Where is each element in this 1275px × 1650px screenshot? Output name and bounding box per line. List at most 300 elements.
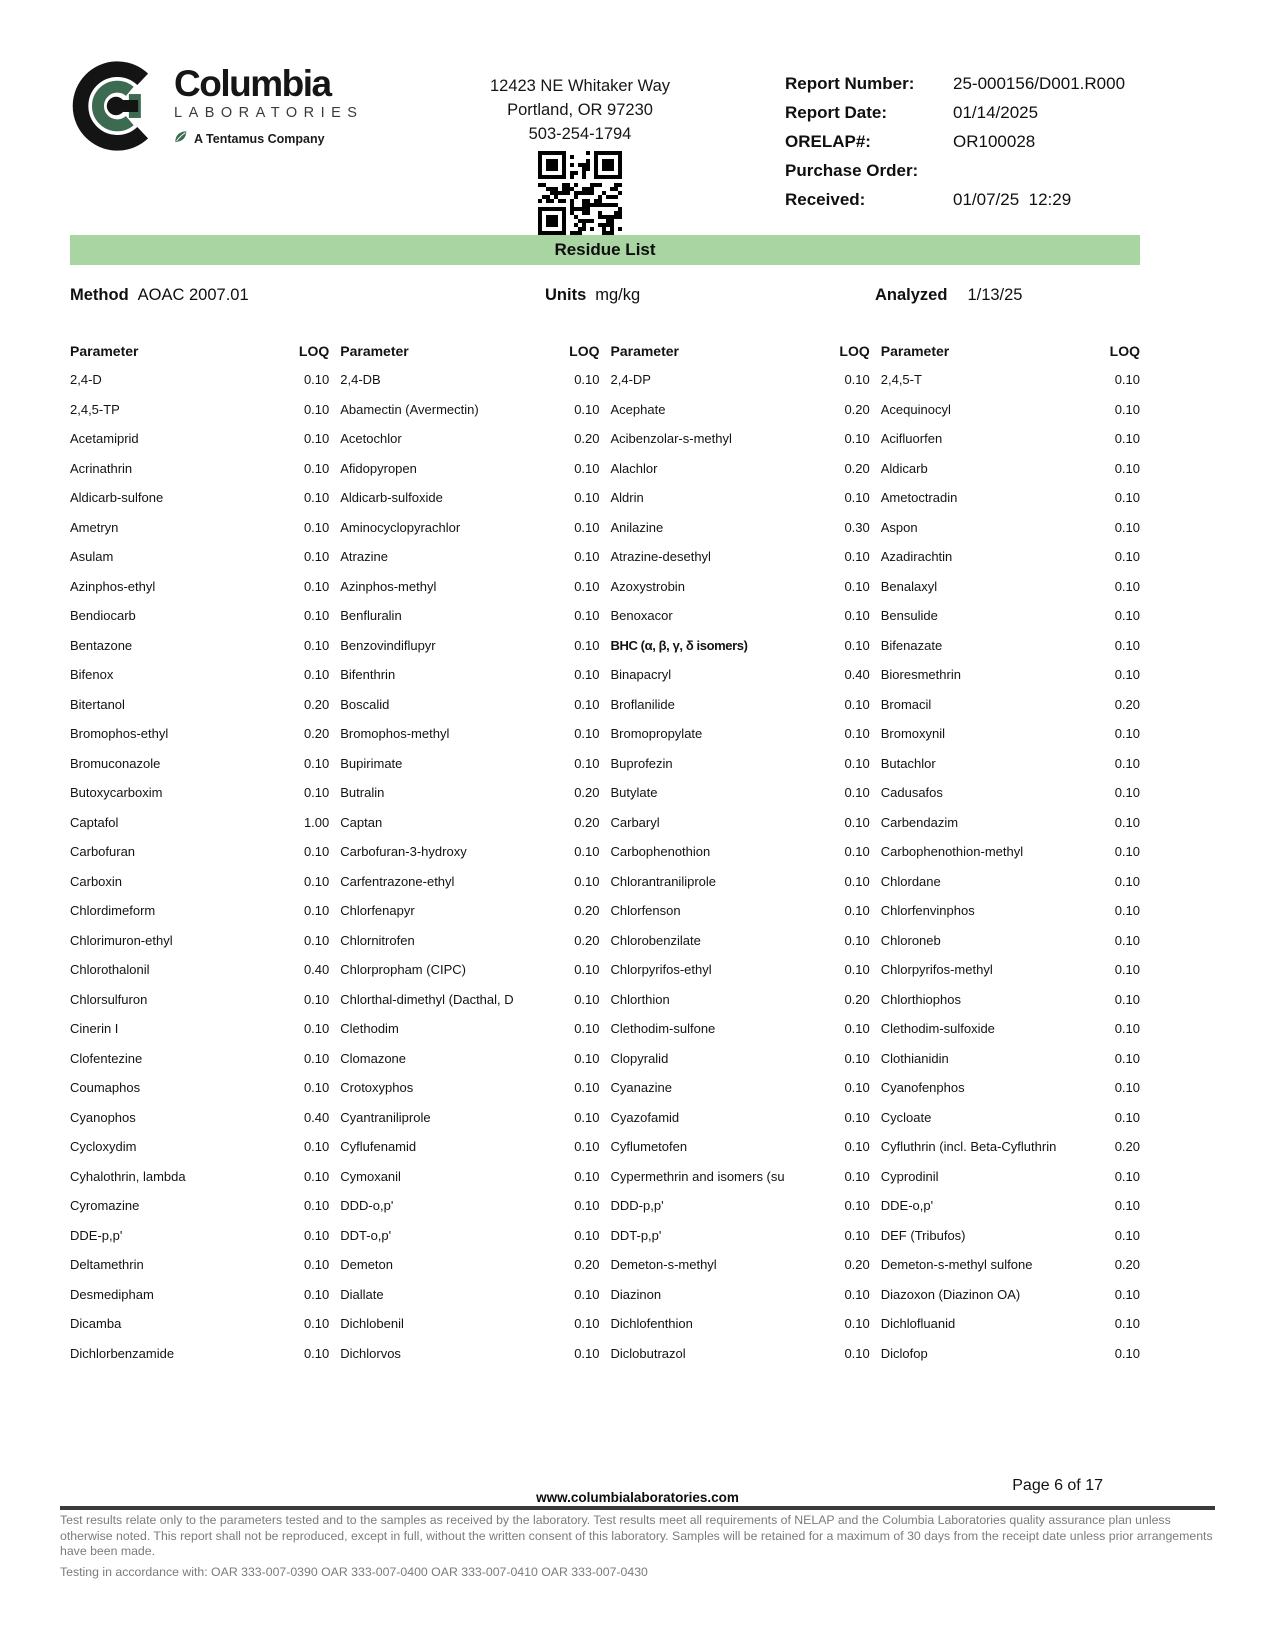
parameter-cell: DDT-o,p' (340, 1227, 392, 1243)
parameter-cell: Chlorthion (610, 991, 670, 1007)
parameter-cell: Chlorpropham (CIPC) (340, 962, 466, 978)
loq-cell: 0.20 (574, 814, 600, 830)
column-header-loq: LOQ (298, 342, 330, 359)
parameter-cell: Carbophenothion (610, 844, 711, 860)
parameter-cell: Benzovindiflupyr (340, 637, 436, 653)
loq-cell: 0.10 (303, 755, 330, 771)
parameter-cell: Cadusafos (880, 785, 943, 801)
address-line: 12423 NE Whitaker Way (489, 77, 671, 95)
parameter-cell: Bromophos-methyl (340, 726, 450, 742)
column-header-parameter: Parameter (70, 342, 139, 359)
loq-cell: 0.10 (303, 1080, 330, 1096)
loq-cell: 0.10 (1114, 1345, 1140, 1361)
loq-cell: 0.10 (574, 1050, 600, 1066)
loq-cell: 0.20 (574, 1257, 600, 1273)
loq-cell: 0.10 (303, 785, 330, 801)
loq-cell: 0.10 (303, 578, 330, 594)
parameter-cell: Dichlofluanid (880, 1316, 956, 1332)
column-header-parameter: Parameter (340, 342, 409, 359)
parameter-cell: Chlorothalonil (70, 962, 150, 978)
report-field-value: 01/14/2025 (953, 103, 1039, 122)
loq-cell: 0.10 (1114, 549, 1140, 565)
website-link[interactable]: www.columbialaboratories.com (536, 1490, 739, 1505)
parameter-cell: Demeton-s-methyl sulfone (880, 1257, 1033, 1273)
loq-cell: 0.10 (303, 1050, 330, 1066)
loq-cell: 0.10 (303, 1286, 330, 1302)
parameter-cell: Clopyralid (610, 1050, 669, 1066)
logo-subtitle: LABORATORIES (174, 105, 364, 121)
logo-wordmark (174, 60, 363, 147)
loq-cell: 0.10 (303, 1198, 330, 1214)
loq-cell: 0.10 (574, 401, 600, 417)
parameter-cell: Cycloxydim (70, 1139, 137, 1155)
loq-cell: 0.10 (1114, 844, 1140, 860)
parameter-cell: Dichlofenthion (610, 1316, 693, 1332)
loq-cell: 0.20 (574, 785, 600, 801)
report-field-label: Report Date: (785, 103, 888, 122)
parameter-cell: Bromoxynil (880, 726, 946, 742)
logo-name: Columbia (174, 63, 331, 104)
logo-block (70, 60, 375, 242)
loq-cell: 0.10 (844, 608, 870, 624)
parameter-cell: Chlorobenzilate (610, 932, 701, 948)
parameter-cell: Chlordimeform (70, 903, 156, 919)
loq-cell: 0.10 (844, 962, 870, 978)
loq-cell: 0.10 (303, 903, 330, 919)
parameter-cell: DDD-p,p' (610, 1198, 664, 1214)
loq-cell: 0.10 (1114, 519, 1140, 535)
parameter-cell: Clomazone (340, 1050, 407, 1066)
loq-cell: 0.10 (574, 667, 600, 683)
parameter-cell: Chlorpyrifos-methyl (880, 962, 993, 978)
parameter-cell: Cypermethrin and isomers (su (610, 1168, 785, 1184)
parameter-cell: Chlorsulfuron (70, 991, 148, 1007)
analyzed-value: 1/13/25 (967, 286, 1023, 304)
report-field-label: Report Number: (785, 74, 915, 93)
logo-tagline: A Tentamus Company (194, 131, 325, 146)
loq-cell: 0.20 (1114, 1257, 1140, 1273)
parameter-cell: Benoxacor (610, 608, 673, 624)
parameter-cell: Binapacryl (610, 667, 672, 683)
parameter-cell: Clethodim (340, 1021, 399, 1037)
loq-cell: 0.10 (574, 1139, 600, 1155)
parameter-cell: Cyflumetofen (610, 1139, 688, 1155)
parameter-cell: Carfentrazone-ethyl (340, 873, 455, 889)
parameter-cell: BHC (α, β, γ, δ isomers) (610, 637, 748, 653)
loq-cell: 0.10 (574, 1198, 600, 1214)
loq-cell: 0.10 (303, 932, 330, 948)
column-header-parameter: Parameter (880, 342, 950, 359)
loq-cell: 0.10 (844, 1168, 870, 1184)
loq-cell: 0.10 (1114, 932, 1140, 948)
loq-cell: 0.10 (1114, 490, 1140, 506)
parameter-cell: Anilazine (610, 519, 664, 535)
units-value: mg/kg (595, 286, 641, 304)
parameter-cell: Acetamiprid (70, 431, 139, 447)
banner-title: Residue List (554, 240, 656, 259)
loq-cell: 0.10 (844, 1109, 870, 1125)
parameter-cell: Abamectin (Avermectin) (340, 401, 479, 417)
parameter-cell: Chlorthiophos (880, 991, 961, 1007)
loq-cell: 0.10 (574, 873, 600, 889)
parameter-cell: Acibenzolar-s-methyl (610, 431, 732, 447)
loq-cell: 0.10 (1114, 460, 1140, 476)
parameter-cell: Cyantraniliprole (340, 1109, 431, 1125)
loq-cell: 0.10 (574, 1286, 600, 1302)
loq-cell: 0.10 (574, 490, 600, 506)
parameter-cell: Coumaphos (70, 1080, 141, 1096)
loq-cell: 0.10 (1114, 962, 1140, 978)
parameter-cell: Atrazine-desethyl (610, 549, 711, 565)
loq-cell: 0.10 (844, 431, 870, 447)
loq-cell: 0.10 (1114, 667, 1140, 683)
report-field-label: Purchase Order: (785, 161, 919, 180)
loq-cell: 0.10 (1114, 1168, 1140, 1184)
parameter-cell: Aminocyclopyrachlor (340, 519, 461, 535)
parameter-cell: 2,4,5-T (880, 372, 922, 388)
loq-cell: 0.10 (844, 932, 870, 948)
loq-cell: 0.10 (1114, 608, 1140, 624)
parameter-cell: Ametoctradin (880, 490, 958, 506)
loq-cell: 0.10 (844, 1021, 870, 1037)
loq-cell: 0.10 (1114, 785, 1140, 801)
loq-cell: 0.10 (574, 844, 600, 860)
loq-cell: 0.10 (844, 873, 870, 889)
parameter-cell: Bitertanol (70, 696, 125, 712)
parameter-cell: Bupirimate (340, 755, 403, 771)
parameter-cell: Butachlor (880, 755, 936, 771)
report-field-value: OR100028 (953, 132, 1036, 151)
loq-cell: 0.10 (574, 755, 600, 771)
loq-cell: 0.10 (844, 490, 870, 506)
loq-cell: 0.20 (844, 991, 870, 1007)
parameter-cell: Dicamba (70, 1316, 122, 1332)
loq-cell: 0.40 (303, 962, 330, 978)
parameter-cell: Diclobutrazol (610, 1345, 686, 1361)
method-row (70, 286, 1140, 305)
parameter-cell: Aldrin (610, 490, 644, 506)
loq-cell: 0.10 (303, 991, 330, 1007)
parameter-cell: Butoxycarboxim (70, 785, 163, 801)
parameter-cell: 2,4-DP (610, 372, 651, 388)
loq-cell: 0.10 (574, 1021, 600, 1037)
report-header (70, 60, 1205, 242)
disclaimer-text: Test results relate only to the parameters tested and to the samples as received by the laboratory. Test results meet all requirements of NELAP and the Columbia Laboratories quality assurance plan unless otherwise noted. This report shall not be reproduced, except in full, without the written consent of this laboratory. Samples will be retained for a maximum of 30 days from the receipt date unless prior arrangements have been made. (60, 1513, 1213, 1559)
loq-cell: 0.10 (844, 549, 870, 565)
loq-cell: 0.20 (574, 431, 600, 447)
parameter-cell: Carbendazim (880, 814, 959, 830)
parameter-cell: Cyromazine (70, 1198, 140, 1214)
loq-cell: 0.10 (303, 519, 330, 535)
columbia-logo-icon (70, 60, 162, 157)
loq-cell: 0.10 (1114, 372, 1140, 388)
parameter-cell: Captafol (70, 814, 119, 830)
loq-cell: 0.10 (574, 608, 600, 624)
footer-rule (60, 1506, 1215, 1510)
parameter-cell: Broflanilide (610, 696, 675, 712)
parameter-cell: Azinphos-methyl (340, 578, 437, 594)
loq-cell: 0.20 (1114, 1139, 1140, 1155)
parameter-cell: Chlordane (880, 873, 941, 889)
loq-cell: 0.20 (844, 1257, 870, 1273)
loq-cell: 0.40 (844, 667, 870, 683)
parameter-cell: Bromacil (880, 696, 932, 712)
loq-cell: 0.10 (1114, 814, 1140, 830)
loq-cell: 0.10 (1114, 578, 1140, 594)
loq-cell: 0.10 (303, 608, 330, 624)
loq-cell: 0.10 (574, 1345, 600, 1361)
loq-cell: 0.10 (844, 578, 870, 594)
address-block (375, 60, 785, 242)
loq-cell: 0.10 (574, 549, 600, 565)
parameter-cell: Carbofuran-3-hydroxy (340, 844, 467, 860)
loq-cell: 0.10 (844, 1050, 870, 1066)
report-field-value (953, 161, 1205, 181)
loq-cell: 0.20 (844, 460, 870, 476)
loq-cell: 0.10 (574, 696, 600, 712)
parameter-cell: Bendiocarb (70, 608, 136, 624)
loq-cell: 0.10 (1114, 755, 1140, 771)
loq-cell: 0.10 (303, 873, 330, 889)
parameter-cell: Buprofezin (610, 755, 673, 771)
parameter-cell: Cyhalothrin, lambda (70, 1168, 186, 1184)
report-field-value: 25-000156/D001.R000 (953, 74, 1126, 93)
parameter-cell: Clofentezine (70, 1050, 143, 1066)
method-label: Method (70, 286, 129, 304)
parameter-cell: Acifluorfen (880, 431, 943, 447)
loq-cell: 0.10 (574, 1227, 600, 1243)
loq-cell: 0.10 (1114, 637, 1140, 653)
column-header-loq: LOQ (1109, 342, 1140, 359)
loq-cell: 0.10 (1114, 1021, 1140, 1037)
loq-cell: 0.10 (303, 667, 330, 683)
parameter-cell: Azoxystrobin (610, 578, 685, 594)
loq-cell: 0.10 (844, 814, 870, 830)
loq-cell: 0.20 (574, 903, 600, 919)
loq-cell: 1.00 (303, 814, 330, 830)
loq-cell: 0.10 (303, 1345, 330, 1361)
loq-cell: 0.10 (303, 1227, 330, 1243)
loq-cell: 0.10 (1114, 1286, 1140, 1302)
loq-cell: 0.10 (1114, 1316, 1140, 1332)
report-info-block (785, 60, 1205, 242)
parameter-cell: Demeton (340, 1257, 393, 1273)
parameter-cell: Dichlorvos (340, 1345, 401, 1361)
loq-cell: 0.10 (303, 1168, 330, 1184)
loq-cell: 0.10 (844, 785, 870, 801)
parameter-cell: Chloroneb (880, 932, 941, 948)
loq-cell: 0.20 (1114, 696, 1140, 712)
parameter-cell: Benfluralin (340, 608, 402, 624)
parameter-cell: Clothianidin (880, 1050, 949, 1066)
method-value: AOAC 2007.01 (137, 286, 249, 304)
parameter-cell: Cyazofamid (610, 1109, 680, 1125)
parameter-cell: Aldicarb-sulfoxide (340, 490, 443, 506)
loq-cell: 0.10 (1114, 401, 1140, 417)
address-line: Portland, OR 97230 (507, 101, 653, 119)
parameter-cell: Deltamethrin (70, 1257, 144, 1273)
parameter-cell: Acrinathrin (70, 460, 133, 476)
parameter-cell: Cyanazine (610, 1080, 672, 1096)
loq-cell: 0.10 (1114, 431, 1140, 447)
parameter-cell: Diazinon (610, 1286, 662, 1302)
parameter-cell: Chlorthal-dimethyl (Dacthal, D (340, 991, 514, 1007)
loq-cell: 0.10 (844, 1345, 870, 1361)
parameter-cell: 2,4,5-TP (70, 401, 120, 417)
loq-cell: 0.10 (1114, 903, 1140, 919)
parameter-cell: 2,4-D (70, 372, 102, 388)
parameter-cell: Aldicarb (880, 460, 928, 476)
analyzed-label: Analyzed (875, 286, 948, 304)
loq-cell: 0.10 (303, 1139, 330, 1155)
loq-cell: 0.30 (844, 519, 870, 535)
loq-cell: 0.10 (574, 578, 600, 594)
parameter-cell: Acequinocyl (880, 401, 951, 417)
loq-cell: 0.10 (844, 1286, 870, 1302)
loq-cell: 0.10 (844, 1198, 870, 1214)
parameter-cell: Cyanophos (70, 1109, 136, 1125)
loq-cell: 0.10 (844, 1139, 870, 1155)
loq-cell: 0.10 (844, 1080, 870, 1096)
loq-cell: 0.10 (844, 726, 870, 742)
parameter-cell: Carbofuran (70, 844, 136, 860)
parameter-cell: Chlorantraniliprole (610, 873, 716, 889)
parameter-cell: Ametryn (70, 519, 119, 535)
parameter-cell: Bensulide (880, 608, 938, 624)
page-footer (60, 1477, 1215, 1579)
parameter-cell: Clethodim-sulfoxide (880, 1021, 995, 1037)
parameter-cell: Carboxin (70, 873, 123, 889)
loq-cell: 0.10 (303, 460, 330, 476)
loq-cell: 0.20 (574, 932, 600, 948)
parameter-cell: Asulam (70, 549, 114, 565)
accordance-text: Testing in accordance with: OAR 333-007-0390 OAR 333-007-0400 OAR 333-007-0410 OAR 333-007-0430 (60, 1564, 648, 1579)
loq-cell: 0.10 (1114, 1080, 1140, 1096)
parameter-cell: Bentazone (70, 637, 133, 653)
loq-cell: 0.10 (844, 844, 870, 860)
parameter-cell: Alachlor (610, 460, 658, 476)
loq-cell: 0.10 (303, 1316, 330, 1332)
parameter-cell: Cinerin I (70, 1021, 119, 1037)
parameter-cell: Clethodim-sulfone (610, 1021, 716, 1037)
loq-cell: 0.10 (574, 637, 600, 653)
parameter-cell: Chlorfenapyr (340, 903, 415, 919)
loq-cell: 0.10 (574, 372, 600, 388)
parameter-cell: DEF (Tribufos) (880, 1227, 966, 1243)
parameter-cell: Acephate (610, 401, 666, 417)
loq-cell: 0.10 (303, 401, 330, 417)
parameter-cell: Boscalid (340, 696, 390, 712)
loq-cell: 0.10 (574, 1109, 600, 1125)
loq-cell: 0.10 (844, 903, 870, 919)
parameter-cell: Afidopyropen (340, 460, 417, 476)
units-label: Units (545, 286, 587, 304)
loq-cell: 0.20 (303, 696, 330, 712)
parameter-cell: Dichlorbenzamide (70, 1345, 175, 1361)
loq-cell: 0.10 (1114, 726, 1140, 742)
parameter-cell: Diallate (340, 1286, 384, 1302)
column-header-parameter: Parameter (610, 342, 679, 359)
parameter-cell: Cyfluthrin (incl. Beta-Cyfluthrin (880, 1139, 1057, 1155)
parameter-cell: Bromopropylate (610, 726, 703, 742)
parameter-cell: Bifenazate (880, 637, 943, 653)
loq-cell: 0.10 (303, 1257, 330, 1273)
loq-cell: 0.10 (303, 549, 330, 565)
parameter-cell: DDD-o,p' (340, 1198, 394, 1214)
parameter-cell: Desmedipham (70, 1286, 154, 1302)
parameter-cell: Chlorfenvinphos (880, 903, 975, 919)
parameter-cell: Chlorpyrifos-ethyl (610, 962, 712, 978)
loq-cell: 0.40 (303, 1109, 330, 1125)
parameter-cell: Butralin (340, 785, 385, 801)
parameter-cell: Azadirachtin (880, 549, 953, 565)
parameter-cell: Aldicarb-sulfone (70, 490, 164, 506)
loq-cell: 0.10 (1114, 1050, 1140, 1066)
residue-list-banner (70, 235, 1140, 265)
parameter-cell: Bromophos-ethyl (70, 726, 169, 742)
parameter-cell: Chlornitrofen (340, 932, 415, 948)
parameter-cell: Bioresmethrin (880, 667, 961, 683)
parameter-cell: Cycloate (880, 1109, 932, 1125)
parameter-cell: Atrazine (340, 549, 388, 565)
loq-cell: 0.10 (303, 1021, 330, 1037)
parameter-cell: Chlorfenson (610, 903, 681, 919)
loq-cell: 0.10 (303, 490, 330, 506)
loq-cell: 0.10 (844, 372, 870, 388)
parameter-cell: Acetochlor (340, 431, 402, 447)
loq-cell: 0.10 (574, 962, 600, 978)
parameter-cell: DDT-p,p' (610, 1227, 662, 1243)
parameter-cell: Butylate (610, 785, 658, 801)
loq-cell: 0.10 (1114, 873, 1140, 889)
parameter-cell: Cyprodinil (880, 1168, 939, 1184)
loq-cell: 0.10 (844, 637, 870, 653)
loq-cell: 0.10 (844, 1227, 870, 1243)
parameter-cell: DDE-o,p' (880, 1198, 934, 1214)
parameter-cell: Cyanofenphos (880, 1080, 965, 1096)
loq-cell: 0.10 (844, 755, 870, 771)
tentamus-leaf-icon (174, 130, 188, 147)
parameter-cell: Bromuconazole (70, 755, 161, 771)
loq-cell: 0.10 (303, 372, 330, 388)
loq-cell: 0.10 (844, 1316, 870, 1332)
address-line: 503-254-1794 (528, 125, 632, 143)
parameter-cell: Captan (340, 814, 383, 830)
parameter-cell: Cymoxanil (340, 1168, 401, 1184)
parameter-cell: Azinphos-ethyl (70, 578, 156, 594)
loq-cell: 0.10 (303, 844, 330, 860)
loq-cell: 0.10 (574, 726, 600, 742)
loq-cell: 0.10 (1114, 1227, 1140, 1243)
parameter-cell: Bifenox (70, 667, 114, 683)
column-header-loq: LOQ (569, 342, 600, 359)
loq-cell: 0.10 (303, 637, 330, 653)
parameter-cell: DDE-p,p' (70, 1227, 123, 1243)
parameter-cell: Cyflufenamid (340, 1139, 417, 1155)
loq-cell: 0.10 (574, 460, 600, 476)
parameter-cell: Carbophenothion-methyl (880, 844, 1024, 860)
report-field-label: ORELAP#: (785, 132, 871, 151)
loq-cell: 0.10 (574, 1316, 600, 1332)
loq-cell: 0.10 (1114, 1109, 1140, 1125)
page-number: Page 6 of 17 (1012, 1477, 1103, 1494)
parameter-cell: Diazoxon (Diazinon OA) (880, 1286, 1021, 1302)
parameter-cell: Carbaryl (610, 814, 660, 830)
parameter-cell: Bifenthrin (340, 667, 396, 683)
parameter-cell: Chlorimuron-ethyl (70, 932, 173, 948)
column-header-loq: LOQ (839, 342, 870, 359)
parameter-cell: 2,4-DB (340, 372, 381, 388)
